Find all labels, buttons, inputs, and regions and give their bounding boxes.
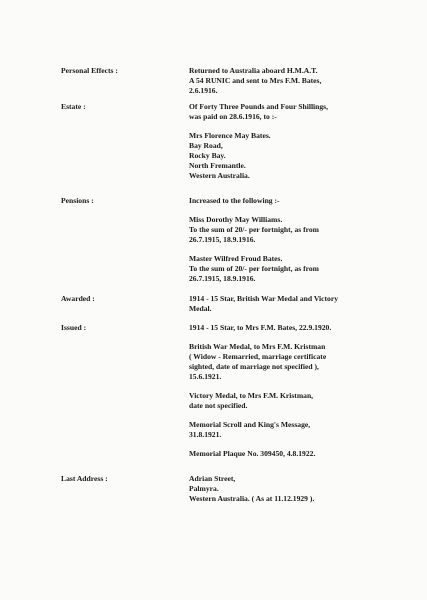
text-line: Memorial Scroll and King's Message, <box>189 420 311 429</box>
text-line: British War Medal, to Mrs F.M. Kristman <box>189 342 326 351</box>
section-label: Pensions : <box>61 196 94 205</box>
text-line: 31.8.1921. <box>189 430 222 439</box>
section-label: Last Address : <box>61 474 108 483</box>
section-label: Issued : <box>61 323 87 332</box>
text-line: Adrian Street, <box>189 474 236 483</box>
text-line: Master Wilfred Froud Bates. <box>189 254 283 263</box>
paragraph <box>189 323 389 333</box>
paragraph <box>189 420 389 440</box>
paragraph <box>189 294 389 314</box>
text-line: 15.6.1921. <box>189 372 222 381</box>
text-line: A 54 RUNIC and sent to Mrs F.M. Bates, <box>189 76 322 85</box>
text-line: North Fremantle. <box>189 161 246 170</box>
paragraph <box>189 449 389 459</box>
text-line: Returned to Australia aboard H.M.A.T. <box>189 66 318 75</box>
text-line: sighted, date of marriage not specified ), <box>189 362 319 371</box>
paragraph <box>189 391 389 411</box>
text-line: Rocky Bay. <box>189 151 226 160</box>
text-line: Mrs Florence May Bates. <box>189 131 271 140</box>
paragraph <box>189 474 389 504</box>
text-line: Of Forty Three Pounds and Four Shillings, <box>189 102 329 111</box>
text-line: was paid on 28.6.1916, to :- <box>189 112 277 121</box>
section-label: Awarded : <box>61 294 95 303</box>
text-line: date not specified. <box>189 401 248 410</box>
text-line: 1914 - 15 Star, to Mrs F.M. Bates, 22.9.1920. <box>189 323 332 332</box>
text-line: Palmyra. <box>189 484 219 493</box>
text-line: To the sum of 20/- per fortnight, as from <box>189 264 320 273</box>
section-content <box>189 66 389 105</box>
text-line: 2.6.1916. <box>189 86 218 95</box>
text-line: Victory Medal, to Mrs F.M. Kristman, <box>189 391 314 400</box>
text-line: 1914 - 15 Star, British War Medal and Victory <box>189 294 338 303</box>
text-line: Miss Dorothy May Williams. <box>189 215 283 224</box>
paragraph <box>189 131 389 181</box>
section-content <box>189 196 389 293</box>
section-content <box>189 102 389 190</box>
text-line: Western Australia. <box>189 171 250 180</box>
section-content <box>189 474 389 513</box>
paragraph <box>189 215 389 245</box>
paragraph <box>189 66 389 96</box>
paragraph <box>189 342 389 382</box>
paragraph <box>189 196 389 206</box>
text-line: Memorial Plaque No. 309450, 4.8.1922. <box>189 449 316 458</box>
text-line: Western Australia. ( As at 11.12.1929 ). <box>189 494 315 503</box>
text-line: 26.7.1915, 18.9.1916. <box>189 274 256 283</box>
text-line: To the sum of 20/- per fortnight, as from <box>189 225 320 234</box>
text-line: 26.7.1915, 18.9.1916. <box>189 235 256 244</box>
text-line: ( Widow - Remarried, marriage certificate <box>189 352 327 361</box>
text-line: Medal. <box>189 304 212 313</box>
section-content <box>189 294 389 323</box>
text-line: Bay Road, <box>189 141 223 150</box>
section-content <box>189 323 389 468</box>
paragraph <box>189 102 389 122</box>
paragraph <box>189 254 389 284</box>
section-label: Personal Effects : <box>61 66 118 75</box>
section-label: Estate : <box>61 102 86 111</box>
text-line: Increased to the following :- <box>189 196 280 205</box>
